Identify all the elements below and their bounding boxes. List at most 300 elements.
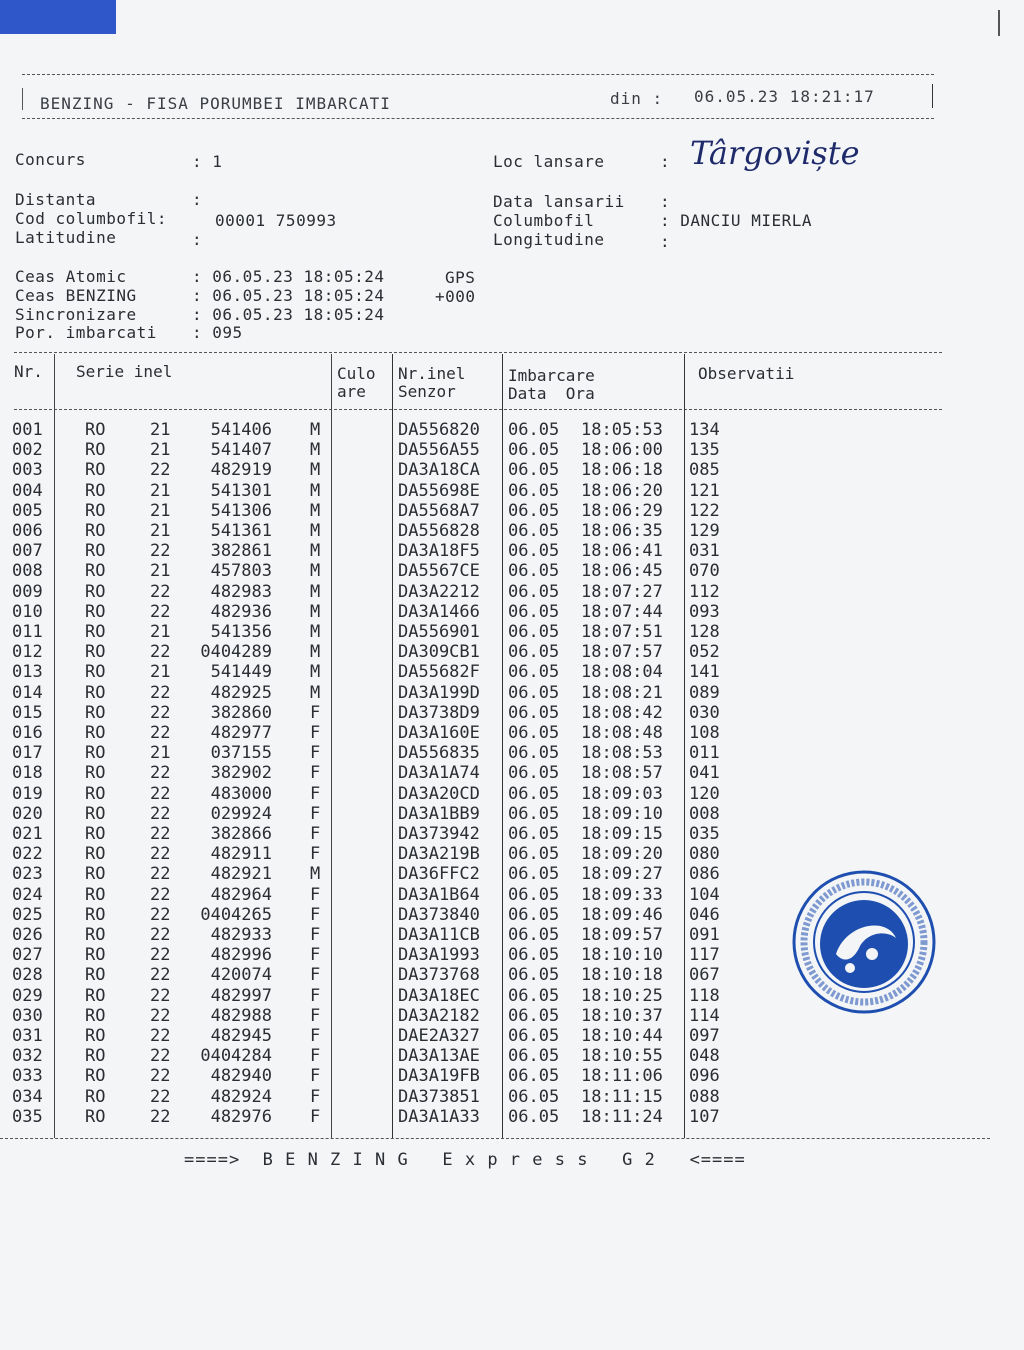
cell-ring: 483000 [210, 783, 272, 804]
cell-country: RO [85, 965, 106, 986]
din-label: din : [610, 89, 664, 108]
cell-sensor: DA556820 [398, 420, 480, 440]
cell-country: RO [85, 925, 106, 945]
cell-sex: M [310, 500, 321, 521]
cell-nr: 001 [12, 420, 43, 440]
cell-sex: F [310, 763, 321, 784]
cell-sex: M [310, 561, 321, 582]
data-lansarii-value: : [660, 192, 671, 211]
cell-ring: 541361 [210, 521, 272, 541]
cell-obs: 121 [689, 480, 720, 501]
cell-sensor: DA3A1466 [398, 601, 480, 622]
cell-time: 18:10:55 [581, 1046, 663, 1067]
cell-nr: 026 [12, 925, 43, 945]
cell-ring: 482964 [210, 884, 272, 905]
cell-sex: M [310, 682, 321, 703]
cell-date: 06.05 [508, 844, 560, 865]
cell-year: 22 [150, 844, 171, 865]
cell-sensor: DA3738D9 [398, 702, 480, 723]
blue-tab-corner [0, 0, 116, 34]
cell-year: 21 [150, 500, 171, 521]
cell-time: 18:06:00 [581, 440, 663, 461]
cell-sensor: DA3A1A74 [398, 763, 480, 784]
cell-sensor: DA309CB1 [398, 642, 480, 663]
cell-country: RO [85, 420, 106, 440]
cell-year: 22 [150, 1005, 171, 1026]
distanta-value: : [192, 190, 203, 209]
cell-sex: F [310, 904, 321, 925]
table-bottom-line [0, 1138, 990, 1139]
cell-time: 18:10:18 [581, 965, 663, 986]
cell-time: 18:07:51 [581, 622, 663, 642]
cell-ring: 482924 [210, 1086, 272, 1107]
col-header-nrinel-2: Senzor [398, 382, 456, 401]
table-row [0, 582, 1024, 602]
cell-sensor: DA55698E [398, 480, 480, 501]
footer-brand: ====> B E N Z I N G E x p r e s s G 2 <==== [184, 1150, 746, 1170]
cell-sex: M [310, 440, 321, 461]
cell-time: 18:06:20 [581, 480, 663, 501]
cell-sensor: DA55682F [398, 662, 480, 683]
table-header-line [14, 409, 942, 410]
cell-ring: 037155 [210, 743, 272, 764]
cell-time: 18:07:27 [581, 581, 663, 602]
table-row [0, 642, 1024, 662]
header-bottom-line [22, 118, 934, 119]
cell-obs: 085 [689, 460, 720, 481]
cell-date: 06.05 [508, 1106, 560, 1127]
cell-obs: 128 [689, 622, 720, 642]
cell-obs: 086 [689, 864, 720, 885]
cell-ring: 482976 [210, 1106, 272, 1127]
table-row [0, 1026, 1024, 1046]
cell-nr: 020 [12, 803, 43, 824]
cell-nr: 033 [12, 1066, 43, 1087]
cell-year: 21 [150, 561, 171, 582]
cell-ring: 482996 [210, 945, 272, 966]
cell-time: 18:09:27 [581, 864, 663, 885]
table-row [0, 602, 1024, 622]
cell-sensor: DA373942 [398, 824, 480, 844]
cell-nr: 023 [12, 864, 43, 885]
cell-time: 18:08:53 [581, 743, 663, 764]
cell-date: 06.05 [508, 541, 560, 562]
por-imbarcati-label: Por. imbarcati [15, 323, 157, 342]
cell-year: 22 [150, 824, 171, 844]
cod-columbofil-label: Cod columbofil: [15, 209, 167, 228]
cell-sex: F [310, 723, 321, 743]
cell-time: 18:05:53 [581, 420, 663, 440]
cell-obs: 108 [689, 723, 720, 743]
cell-time: 18:10:25 [581, 985, 663, 1006]
table-row [0, 683, 1024, 703]
cell-date: 06.05 [508, 864, 560, 885]
cell-time: 18:06:29 [581, 500, 663, 521]
distanta-label: Distanta [15, 190, 97, 209]
cell-nr: 027 [12, 945, 43, 966]
table-row [0, 723, 1024, 743]
cell-nr: 014 [12, 682, 43, 703]
cell-nr: 029 [12, 985, 43, 1006]
cell-country: RO [85, 702, 106, 723]
cell-time: 18:09:46 [581, 904, 663, 925]
cell-date: 06.05 [508, 601, 560, 622]
cell-nr: 008 [12, 561, 43, 582]
cell-obs: 035 [689, 824, 720, 844]
cell-nr: 028 [12, 965, 43, 986]
cell-ring: 541301 [210, 480, 272, 501]
cell-country: RO [85, 985, 106, 1006]
cell-sex: M [310, 622, 321, 642]
cell-country: RO [85, 743, 106, 764]
cell-date: 06.05 [508, 763, 560, 784]
cell-sex: F [310, 965, 321, 986]
cell-ring: 382902 [210, 763, 272, 784]
cell-sex: M [310, 420, 321, 440]
cell-time: 18:08:21 [581, 682, 663, 703]
cell-sensor: DA373768 [398, 965, 480, 986]
cell-sex: F [310, 844, 321, 865]
cell-sensor: DA3A199D [398, 682, 480, 703]
cell-country: RO [85, 662, 106, 683]
cell-obs: 117 [689, 945, 720, 966]
cell-year: 22 [150, 460, 171, 481]
table-row [0, 561, 1024, 581]
table-row [0, 824, 1024, 844]
cell-sensor: DA3A1B64 [398, 884, 480, 905]
cell-year: 22 [150, 925, 171, 945]
cell-nr: 010 [12, 601, 43, 622]
cell-country: RO [85, 904, 106, 925]
cell-time: 18:07:44 [581, 601, 663, 622]
cell-year: 22 [150, 965, 171, 986]
columbofil-value: : DANCIU MIERLA [660, 211, 812, 230]
cell-obs: 096 [689, 1066, 720, 1087]
cell-ring: 0404265 [200, 904, 272, 925]
cell-time: 18:11:15 [581, 1086, 663, 1107]
cell-country: RO [85, 500, 106, 521]
table-row [0, 622, 1024, 642]
cell-sensor: DA3A18F5 [398, 541, 480, 562]
col-header-observatii: Observatii [698, 364, 795, 383]
cell-sex: F [310, 1046, 321, 1067]
cell-time: 18:06:45 [581, 561, 663, 582]
cell-nr: 005 [12, 500, 43, 521]
cell-obs: 048 [689, 1046, 720, 1067]
cell-time: 18:08:42 [581, 702, 663, 723]
cell-time: 18:11:06 [581, 1066, 663, 1087]
cell-obs: 141 [689, 662, 720, 683]
loc-lansare-handwritten: Târgoviște [690, 134, 860, 172]
ceas-benzing-extra: +000 [435, 287, 476, 306]
cell-sensor: DA3A1993 [398, 945, 480, 966]
cell-ring: 482919 [210, 460, 272, 481]
cell-country: RO [85, 1106, 106, 1127]
cell-sensor: DA556901 [398, 622, 480, 642]
cell-sensor: DAE2A327 [398, 1026, 480, 1046]
cell-sensor: DA3A1A33 [398, 1106, 480, 1127]
cell-year: 21 [150, 480, 171, 501]
cell-country: RO [85, 682, 106, 703]
cell-obs: 104 [689, 884, 720, 905]
cell-year: 22 [150, 541, 171, 562]
cell-year: 22 [150, 581, 171, 602]
cell-ring: 029924 [210, 803, 272, 824]
cell-date: 06.05 [508, 1026, 560, 1046]
cell-year: 22 [150, 642, 171, 663]
cell-obs: 088 [689, 1086, 720, 1107]
col-header-culoare-2: are [337, 382, 366, 401]
cell-nr: 017 [12, 743, 43, 764]
cell-sensor: DA556835 [398, 743, 480, 764]
cell-country: RO [85, 1046, 106, 1067]
cell-sex: F [310, 1086, 321, 1107]
cell-time: 18:06:41 [581, 541, 663, 562]
cell-year: 22 [150, 1106, 171, 1127]
cell-date: 06.05 [508, 884, 560, 905]
por-imbarcati-value: : 095 [192, 323, 243, 342]
cell-year: 21 [150, 622, 171, 642]
cell-date: 06.05 [508, 904, 560, 925]
cell-obs: 011 [689, 743, 720, 764]
loc-lansare-sep: : [660, 152, 671, 171]
table-row [0, 1107, 1024, 1127]
data-lansarii-label: Data lansarii [493, 192, 625, 211]
cell-date: 06.05 [508, 965, 560, 986]
cell-ring: 382861 [210, 541, 272, 562]
cell-country: RO [85, 460, 106, 481]
table-row [0, 541, 1024, 561]
cell-time: 18:08:04 [581, 662, 663, 683]
cell-ring: 482911 [210, 844, 272, 865]
cell-date: 06.05 [508, 783, 560, 804]
cell-country: RO [85, 541, 106, 562]
cell-date: 06.05 [508, 803, 560, 824]
cell-obs: 052 [689, 642, 720, 663]
cell-date: 06.05 [508, 662, 560, 683]
ceas-benzing-value: : 06.05.23 18:05:24 [192, 286, 385, 305]
cell-obs: 118 [689, 985, 720, 1006]
edge-mark [998, 10, 1000, 36]
cell-sex: F [310, 884, 321, 905]
document-title: BENZING - FISA PORUMBEI IMBARCATI [40, 94, 391, 113]
table-row [0, 501, 1024, 521]
cell-year: 21 [150, 521, 171, 541]
cell-country: RO [85, 521, 106, 541]
cell-ring: 541306 [210, 500, 272, 521]
table-row [0, 460, 1024, 480]
sincronizare-label: Sincronizare [15, 305, 137, 324]
ceas-atomic-label: Ceas Atomic [15, 267, 127, 286]
cell-date: 06.05 [508, 743, 560, 764]
cell-year: 22 [150, 904, 171, 925]
cell-year: 21 [150, 440, 171, 461]
cell-date: 06.05 [508, 642, 560, 663]
cell-sensor: DA3A1BB9 [398, 803, 480, 824]
cell-time: 18:10:10 [581, 945, 663, 966]
cell-country: RO [85, 440, 106, 461]
cell-sex: F [310, 1005, 321, 1026]
cell-sex: M [310, 541, 321, 562]
cell-sex: M [310, 521, 321, 541]
cell-obs: 112 [689, 581, 720, 602]
cell-nr: 006 [12, 521, 43, 541]
cell-date: 06.05 [508, 460, 560, 481]
cell-year: 22 [150, 601, 171, 622]
cell-sex: F [310, 783, 321, 804]
col-header-serie: Serie inel [76, 362, 173, 381]
cell-country: RO [85, 884, 106, 905]
sincronizare-value: : 06.05.23 18:05:24 [192, 305, 385, 324]
cell-sensor: DA5567CE [398, 561, 480, 582]
federation-stamp [790, 868, 938, 1016]
cell-obs: 080 [689, 844, 720, 865]
cell-ring: 541407 [210, 440, 272, 461]
cell-sex: F [310, 985, 321, 1006]
cell-year: 22 [150, 682, 171, 703]
col-header-nr: Nr. [14, 362, 43, 381]
cell-ring: 482921 [210, 864, 272, 885]
cell-obs: 041 [689, 763, 720, 784]
ceas-atomic-value: : 06.05.23 18:05:24 [192, 267, 385, 286]
cell-obs: 046 [689, 904, 720, 925]
cell-year: 22 [150, 702, 171, 723]
cell-ring: 457803 [210, 561, 272, 582]
header-top-line [22, 74, 934, 75]
cell-country: RO [85, 561, 106, 582]
cell-ring: 541449 [210, 662, 272, 683]
cell-time: 18:09:15 [581, 824, 663, 844]
cell-ring: 541356 [210, 622, 272, 642]
cell-year: 22 [150, 945, 171, 966]
cell-country: RO [85, 642, 106, 663]
cell-country: RO [85, 803, 106, 824]
ceas-benzing-label: Ceas BENZING [15, 286, 137, 305]
loc-lansare-label: Loc lansare [493, 152, 605, 171]
cell-obs: 070 [689, 561, 720, 582]
cell-sensor: DA3A2212 [398, 581, 480, 602]
cell-obs: 120 [689, 783, 720, 804]
cell-obs: 134 [689, 420, 720, 440]
cell-ring: 541406 [210, 420, 272, 440]
cell-date: 06.05 [508, 1046, 560, 1067]
cell-obs: 091 [689, 925, 720, 945]
cell-country: RO [85, 945, 106, 966]
cell-time: 18:06:35 [581, 521, 663, 541]
cell-ring: 482988 [210, 1005, 272, 1026]
cell-ring: 482925 [210, 682, 272, 703]
cell-nr: 003 [12, 460, 43, 481]
table-row [0, 662, 1024, 682]
table-row [0, 1046, 1024, 1066]
cell-year: 22 [150, 1026, 171, 1046]
cell-ring: 482997 [210, 985, 272, 1006]
cell-date: 06.05 [508, 824, 560, 844]
ceas-atomic-extra: GPS [445, 268, 476, 287]
cell-year: 22 [150, 803, 171, 824]
cell-country: RO [85, 1086, 106, 1107]
cell-sex: F [310, 1106, 321, 1127]
cell-ring: 482940 [210, 1066, 272, 1087]
table-row [0, 1066, 1024, 1086]
columbofil-label: Columbofil [493, 211, 595, 230]
col-header-imbarcare-2: Data Ora [508, 384, 595, 403]
cell-country: RO [85, 763, 106, 784]
cell-date: 06.05 [508, 1005, 560, 1026]
cell-date: 06.05 [508, 682, 560, 703]
cell-year: 21 [150, 420, 171, 440]
cell-ring: 482933 [210, 925, 272, 945]
cell-nr: 019 [12, 783, 43, 804]
cell-time: 18:08:57 [581, 763, 663, 784]
cell-sex: M [310, 601, 321, 622]
col-header-culoare-1: Culo [337, 364, 376, 383]
cell-time: 18:09:33 [581, 884, 663, 905]
cell-nr: 009 [12, 581, 43, 602]
cell-country: RO [85, 783, 106, 804]
latitudine-value: : [192, 230, 203, 249]
cell-time: 18:06:18 [581, 460, 663, 481]
cell-country: RO [85, 824, 106, 844]
cell-ring: 482945 [210, 1026, 272, 1046]
cell-date: 06.05 [508, 622, 560, 642]
cell-country: RO [85, 1026, 106, 1046]
cell-ring: 482977 [210, 723, 272, 743]
cell-nr: 022 [12, 844, 43, 865]
din-value: 06.05.23 18:21:17 [694, 87, 875, 106]
cell-sensor: DA5568A7 [398, 500, 480, 521]
cell-country: RO [85, 864, 106, 885]
cell-sex: M [310, 480, 321, 501]
cell-date: 06.05 [508, 1066, 560, 1087]
cell-sensor: DA3A19FB [398, 1066, 480, 1087]
table-top-line [14, 352, 942, 353]
cell-nr: 024 [12, 884, 43, 905]
cell-year: 22 [150, 985, 171, 1006]
cell-sensor: DA3A160E [398, 723, 480, 743]
cell-sensor: DA3A11CB [398, 925, 480, 945]
cell-sex: M [310, 581, 321, 602]
cell-ring: 0404289 [200, 642, 272, 663]
cell-nr: 015 [12, 702, 43, 723]
cell-nr: 034 [12, 1086, 43, 1107]
cell-date: 06.05 [508, 440, 560, 461]
cell-time: 18:09:57 [581, 925, 663, 945]
cell-sensor: DA3A2182 [398, 1005, 480, 1026]
cell-date: 06.05 [508, 521, 560, 541]
cell-ring: 482983 [210, 581, 272, 602]
table-row [0, 763, 1024, 783]
cell-sex: F [310, 1026, 321, 1046]
cell-obs: 107 [689, 1106, 720, 1127]
header-left-border [22, 88, 23, 110]
cell-sensor: DA3A18CA [398, 460, 480, 481]
table-row [0, 804, 1024, 824]
cell-country: RO [85, 1005, 106, 1026]
table-row [0, 481, 1024, 501]
cell-date: 06.05 [508, 581, 560, 602]
cell-obs: 114 [689, 1005, 720, 1026]
cell-country: RO [85, 723, 106, 743]
cell-obs: 135 [689, 440, 720, 461]
cell-nr: 035 [12, 1106, 43, 1127]
table-row [0, 743, 1024, 763]
cell-country: RO [85, 480, 106, 501]
cell-nr: 004 [12, 480, 43, 501]
cell-obs: 097 [689, 1026, 720, 1046]
cell-sensor: DA3A18EC [398, 985, 480, 1006]
cell-obs: 093 [689, 601, 720, 622]
